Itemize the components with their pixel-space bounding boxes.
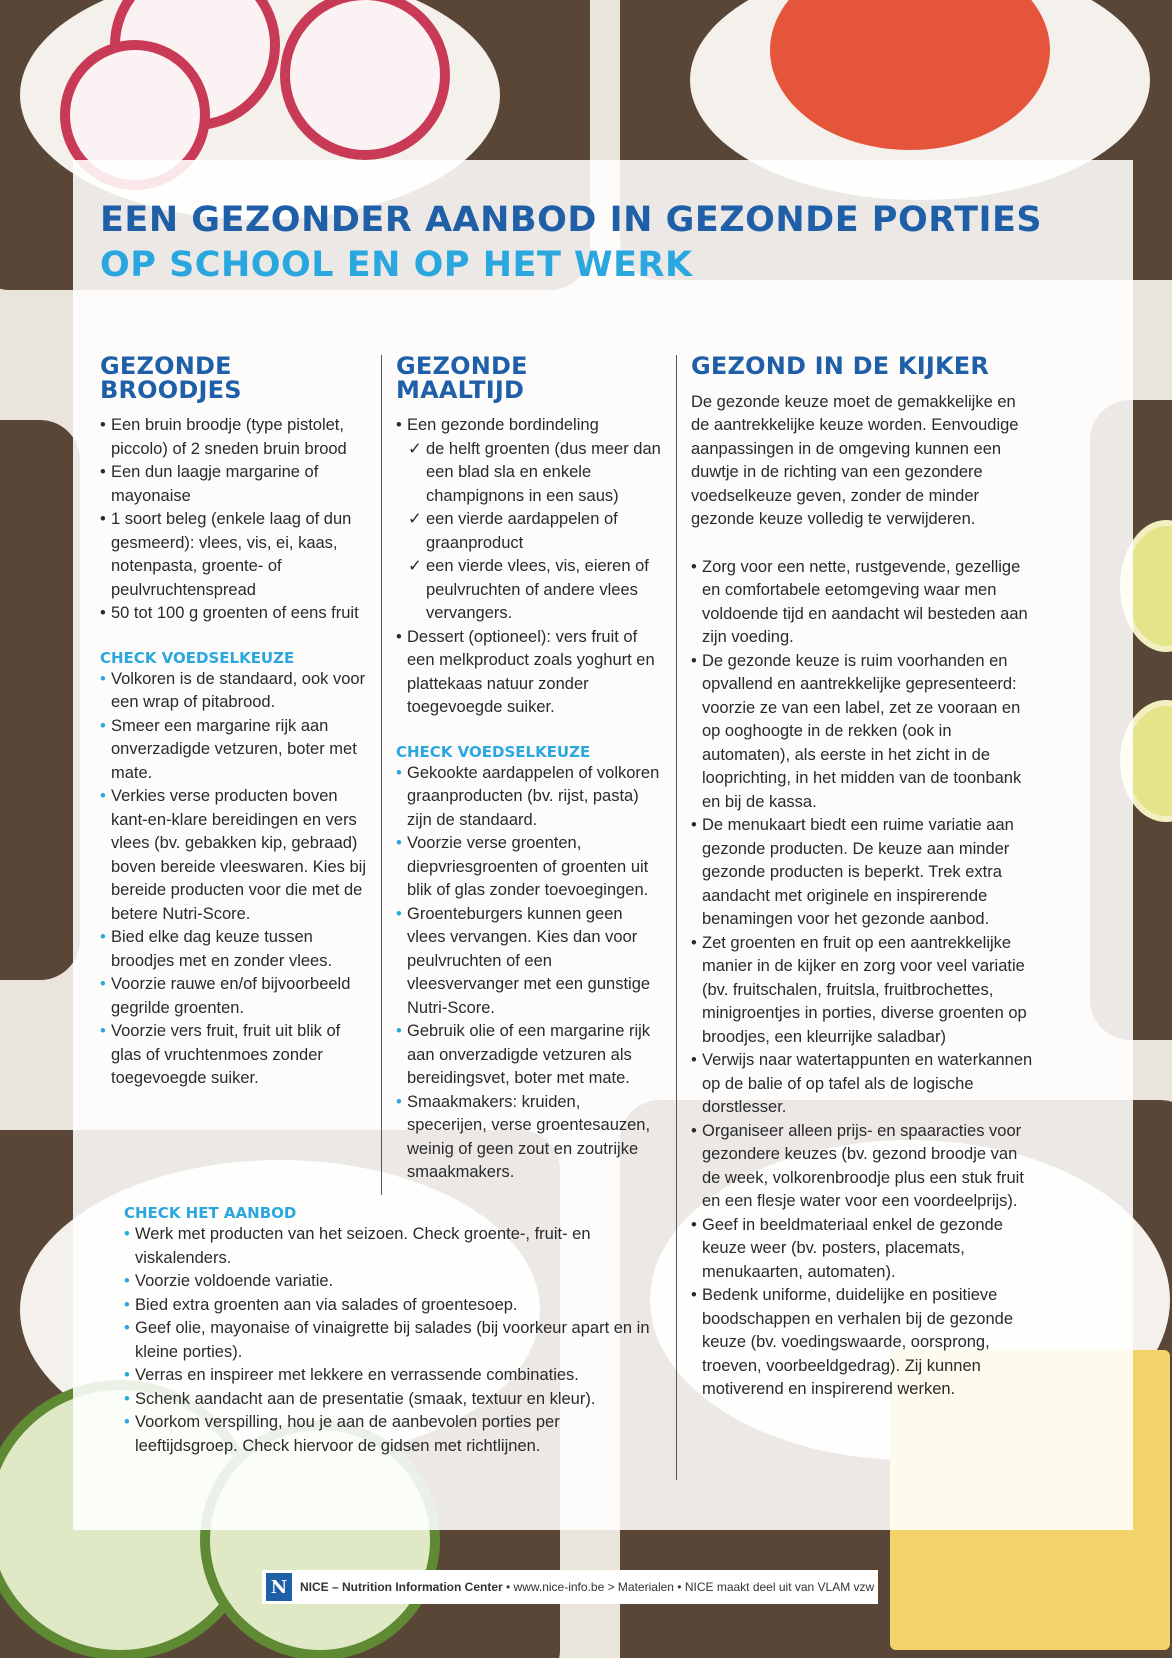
page-subtitle: OP SCHOOL EN OP HET WERK [100, 245, 693, 285]
list-item: • Schenk aandacht aan de presentatie (smaak, textuur en kleur). [124, 1388, 654, 1412]
subsection-heading: CHECK VOEDSELKEUZE [396, 742, 591, 761]
check-voedselkeuze-list [100, 668, 370, 1091]
list-item: • Voorkom verspilling, hou je aan de aanbevolen porties per leeftijdsgroep. Check hiervoor de gidsen met richtlijnen. [124, 1411, 654, 1458]
list-item: • Werk met producten van het seizoen. Check groente-, fruit- en viskalenders. [124, 1223, 654, 1270]
list-item: • Volkoren is de standaard, ook voor een wrap of pitabrood. [100, 668, 370, 715]
check-item: ✓ een vierde aardappelen of graanproduct [396, 508, 661, 555]
subsection-heading: CHECK VOEDSELKEUZE [100, 648, 295, 667]
list-item: • Voorzie verse groenten, diepvriesgroenten of groenten uit blik of glas zonder toevoegingen. [396, 832, 661, 903]
list-item: • Dessert (optioneel): vers fruit of een melkproduct zoals yoghurt en plattekaas natuur zonder toegevoegde suiker. [396, 626, 661, 720]
list-item: • Organiseer alleen prijs- en spaaracties voor gezondere keuzes (bv. gezond broodje van de week, volkorenbroodje plus een stuk fruit en een flesje water voor een voordeelprijs). [691, 1120, 1033, 1214]
list-item: • Gebruik olie of een margarine rijk aan onverzadigde vetzuren als bereidingsvet, boter met mate. [396, 1020, 661, 1091]
list-item: • 50 tot 100 g groenten of eens fruit [100, 602, 370, 626]
list-item: • Een dun laagje margarine of mayonaise [100, 461, 370, 508]
column-gezond-in-de-kijker [691, 352, 1033, 1402]
footer-org-name: NICE – Nutrition Information Center [300, 1580, 503, 1594]
check-item: ✓ een vierde vlees, vis, eieren of peulvruchten of andere vlees vervangers. [396, 555, 661, 626]
maaltijd-list [396, 414, 661, 720]
list-item [396, 414, 661, 626]
list-item: • De menukaart biedt een ruime variatie aan gezonde producten. De keuze aan minder gezonde producten is beperkt. Trek extra aandacht met originele en inspirerende benamingen voor het gezonde aanbod. [691, 814, 1033, 932]
section-heading: GEZONDE BROODJES [100, 352, 242, 404]
list-item: • Voorzie voldoende variatie. [124, 1270, 654, 1294]
list-item: • Zorg voor een nette, rustgevende, gezellige en comfortabele eetomgeving waar men voldoende tijd en aandacht wil besteden aan zijn voeding. [691, 556, 1033, 650]
list-item: • Bedenk uniforme, duidelijke en positieve boodschappen en verhalen bij de gezonde keuze (bv. voedingswaarde, oorsprong, troeven, voorbeeldgedrag). Zij kunnen motiverend en inspirerend werken. [691, 1284, 1033, 1402]
list-item: • Geef in beeldmateriaal enkel de gezonde keuze weer (bv. posters, placemats, menukaarten, automaten). [691, 1214, 1033, 1285]
list-item: • Bied extra groenten aan via salades of groentesoep. [124, 1294, 654, 1318]
page-title: EEN GEZONDER AANBOD IN GEZONDE PORTIES [100, 200, 1043, 240]
list-item: • Verkies verse producten boven kant-en-klare bereidingen en vers vlees (bv. gebakken kip, gebraad) boven bereide vleeswaren. Kies bij bereide producten voor die met de betere Nutri-Score. [100, 785, 370, 926]
subsection-heading: CHECK HET AANBOD [124, 1204, 297, 1222]
list-item: • Voorzie vers fruit, fruit uit blik of glas of vruchtenmoes zonder toegevoegde suiker. [100, 1020, 370, 1091]
kijker-list [691, 556, 1033, 1402]
section-heading: GEZONDE MAALTIJD [396, 352, 528, 404]
list-item: • Smaakmakers: kruiden, specerijen, verse groentesauzen, weinig of geen zout en zoutrijke smaakmakers. [396, 1091, 661, 1185]
list-item: • Voorzie rauwe en/of bijvoorbeeld gegrilde groenten. [100, 973, 370, 1020]
check-het-aanbod-section [124, 1203, 654, 1458]
footer-text: • www.nice-info.be > Materialen • NICE maakt deel uit van VLAM vzw [502, 1580, 875, 1594]
list-item: • Geef olie, mayonaise of vinaigrette bij salades (bij voorkeur apart en in kleine porties). [124, 1317, 654, 1364]
list-item: • 1 soort beleg (enkele laag of dun gesmeerd): vlees, vis, ei, kaas, notenpasta, groente- of peulvruchtenspread [100, 508, 370, 602]
list-item: • Verras en inspireer met lekkere en verrassende combinaties. [124, 1364, 654, 1388]
column-gezonde-maaltijd [396, 352, 661, 1185]
column-gezonde-broodjes [100, 352, 370, 1091]
list-item: • Een bruin broodje (type pistolet, piccolo) of 2 sneden bruin brood [100, 414, 370, 461]
list-item: • Smeer een margarine rijk aan onverzadigde vetzuren, boter met mate. [100, 715, 370, 786]
footer-bar [262, 1570, 878, 1604]
list-item: • Groenteburgers kunnen geen vlees vervangen. Kies dan voor peulvruchten of een vleesvervanger met een gunstige Nutri-Score. [396, 903, 661, 1021]
intro-paragraph: De gezonde keuze moet de gemakkelijke en de aantrekkelijke keuze worden. Eenvoudige aanpassingen in de omgeving kunnen een duwtje in de richting van een gezondere voedselkeuze geven, zonder de minder gezonde keuze volledig te verwijderen. [691, 392, 1019, 528]
list-item-text: Een gezonde bordindeling [407, 416, 599, 434]
list-item: • Bied elke dag keuze tussen broodjes met en zonder vlees. [100, 926, 370, 973]
broodjes-list [100, 414, 370, 626]
nice-logo [266, 1573, 292, 1601]
check-item: ✓ de helft groenten (dus meer dan een blad sla en enkele champignons in een saus) [396, 438, 661, 509]
column-divider [676, 355, 677, 1480]
list-item: • Zet groenten en fruit op een aantrekkelijke manier in de kijker en zorg voor veel variatie (bv. fruitschalen, fruitsla, fruitbrochettes, minigroentjes in porties, diverse groenten op broodjes, een kleurrijke saladbar) [691, 932, 1033, 1050]
aanbod-list [124, 1223, 654, 1458]
column-divider [381, 355, 382, 1195]
logo-letter: N [270, 1576, 288, 1598]
list-item: • De gezonde keuze is ruim voorhanden en opvallend en aantrekkelijke gepresenteerd: voorzie ze van een label, zet ze vooraan en op ooghoogte in de rekken (ook in automaten), als eerste in het zicht in de looprichting, in het midden van de toonbank en bij de kassa. [691, 650, 1033, 815]
list-item: • Gekookte aardappelen of volkoren graanproducten (bv. rijst, pasta) zijn de standaard. [396, 762, 661, 833]
bordindeling-checklist [396, 438, 661, 626]
list-item: • Verwijs naar watertappunten en waterkannen op de balie of op tafel als de logische dorstlesser. [691, 1049, 1033, 1120]
section-heading: GEZOND IN DE KIJKER [691, 352, 990, 380]
check-voedselkeuze-list [396, 762, 661, 1185]
